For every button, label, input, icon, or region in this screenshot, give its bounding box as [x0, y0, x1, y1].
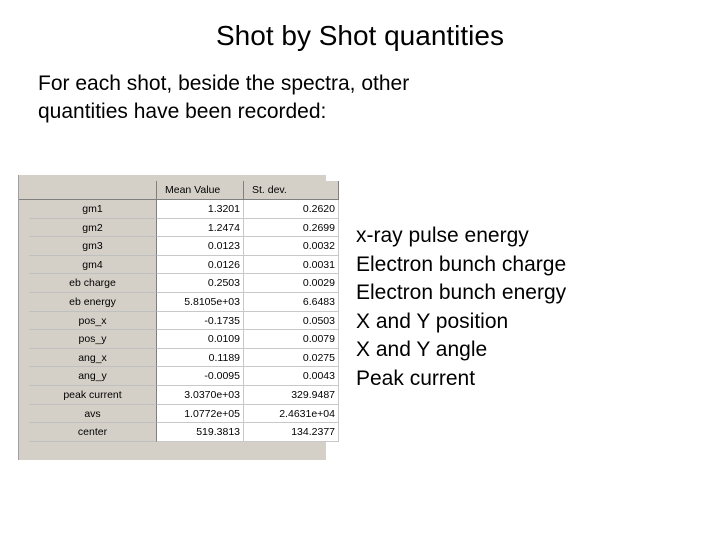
row-label[interactable]: pos_x [29, 312, 157, 331]
stdev-value-cell[interactable]: 2.4631e+04 [244, 405, 339, 424]
stdev-value-cell[interactable]: 0.0032 [244, 237, 339, 256]
row-label[interactable]: pos_y [29, 330, 157, 349]
stdev-value-cell[interactable]: 134.2377 [244, 423, 339, 442]
mean-value-cell[interactable]: 0.0109 [157, 330, 244, 349]
table-row [19, 312, 339, 331]
row-label[interactable]: ang_y [29, 367, 157, 386]
quantity-item: X and Y position [356, 309, 509, 333]
mean-value-cell[interactable]: 0.0126 [157, 256, 244, 275]
mean-value-cell[interactable]: 1.3201 [157, 200, 244, 219]
row-label[interactable]: gm2 [29, 219, 157, 238]
stdev-value-cell[interactable]: 0.0079 [244, 330, 339, 349]
quantity-item: Electron bunch energy [356, 281, 567, 304]
table-row [19, 405, 339, 424]
column-header-stdev[interactable]: St. dev. [244, 181, 339, 200]
mean-value-cell[interactable]: 3.0370e+03 [157, 386, 244, 405]
stdev-value-cell[interactable]: 0.2699 [244, 219, 339, 238]
stdev-value-cell[interactable]: 0.0031 [244, 256, 339, 275]
stdev-value-cell[interactable]: 329.9487 [244, 386, 339, 405]
stdev-value-cell[interactable]: 0.0275 [244, 349, 339, 368]
intro-text [38, 70, 598, 126]
stdev-value-cell[interactable]: 0.0503 [244, 312, 339, 331]
table-row [19, 349, 339, 368]
quantity-item: X and Y angle [356, 338, 488, 361]
quantity-list [356, 222, 566, 393]
table-row [19, 330, 339, 349]
mean-value-cell[interactable]: 0.2503 [157, 274, 244, 293]
table-row [19, 219, 339, 238]
quantity-item: Electron bunch charge [356, 252, 567, 276]
mean-value-cell[interactable]: -0.1735 [157, 312, 244, 331]
mean-value-cell[interactable]: 0.1189 [157, 349, 244, 368]
intro-line: For each shot, beside the spectra, other [38, 72, 410, 95]
row-label[interactable]: eb energy [29, 293, 157, 312]
table-row [19, 367, 339, 386]
row-label[interactable]: eb charge [29, 274, 157, 293]
slide-title: Shot by Shot quantities [216, 20, 504, 51]
stdev-value-cell[interactable]: 0.0043 [244, 367, 339, 386]
stdev-value-cell[interactable]: 0.2620 [244, 200, 339, 219]
row-label[interactable]: gm1 [29, 200, 157, 219]
mean-value-cell[interactable]: 1.2474 [157, 219, 244, 238]
table-body [19, 200, 339, 442]
quantities-table-screenshot [18, 175, 335, 460]
row-label[interactable]: avs [29, 405, 157, 424]
row-label[interactable]: ang_x [29, 349, 157, 368]
row-label[interactable]: peak current [29, 386, 157, 405]
table-row [19, 200, 339, 219]
header-corner-cell [19, 181, 157, 200]
mean-value-cell[interactable]: 5.8105e+03 [157, 293, 244, 312]
table-row [19, 423, 339, 442]
table-header-row [19, 181, 339, 200]
table-row [19, 274, 339, 293]
table-row [19, 237, 339, 256]
quantity-item: Peak current [356, 366, 476, 390]
row-label[interactable]: gm3 [29, 237, 157, 256]
column-header-mean[interactable]: Mean Value [157, 181, 244, 200]
mean-value-cell[interactable]: -0.0095 [157, 367, 244, 386]
stdev-value-cell[interactable]: 0.0029 [244, 274, 339, 293]
table-row [19, 256, 339, 275]
table-row [19, 386, 339, 405]
quantity-item: x-ray pulse energy [356, 224, 529, 247]
mean-value-cell[interactable]: 1.0772e+05 [157, 405, 244, 424]
mean-value-cell[interactable]: 0.0123 [157, 237, 244, 256]
intro-line: quantities have been recorded: [38, 100, 327, 123]
row-label[interactable]: gm4 [29, 256, 157, 275]
row-label[interactable]: center [29, 423, 157, 442]
mean-value-cell[interactable]: 519.3813 [157, 423, 244, 442]
stdev-value-cell[interactable]: 6.6483 [244, 293, 339, 312]
table-row [19, 293, 339, 312]
